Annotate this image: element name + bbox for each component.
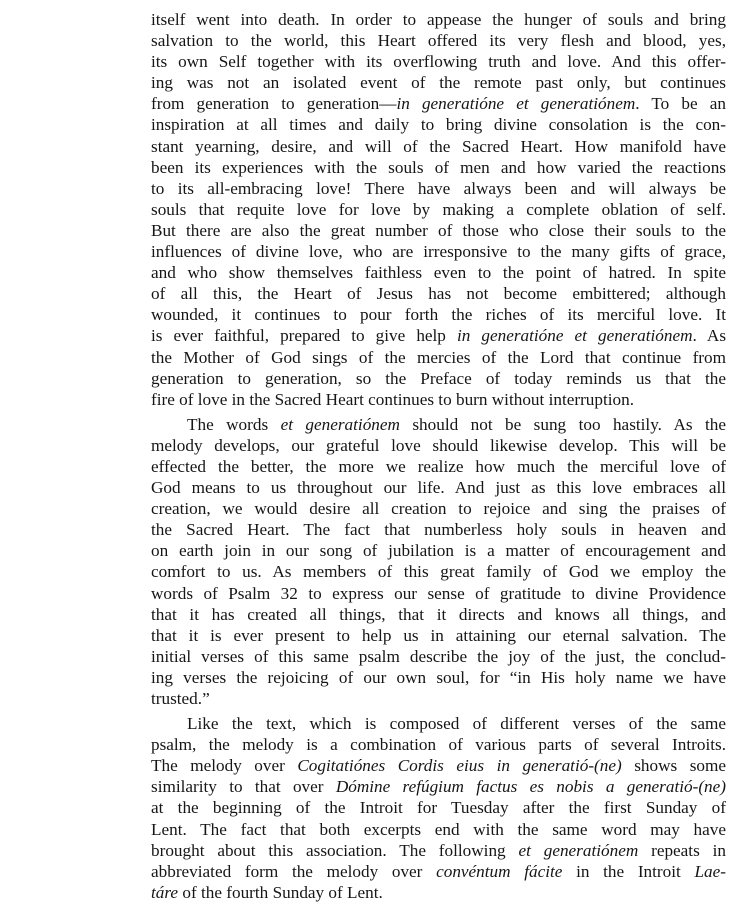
text-line: [151, 561, 726, 582]
italic-latin-phrase: in generatióne et generatiónem: [396, 94, 636, 114]
text-run: stant yearning, desire, and will of the Sacred Heart. How manifold have: [151, 136, 726, 156]
paragraph: [151, 713, 726, 903]
text-run: ing was not an isolated event of the remote past only, but continues: [151, 73, 726, 93]
italic-latin-phrase: Dómine refúgium factus es nobis a generatió-(ne): [335, 777, 726, 797]
text-run: the Mother of God sings of the mercies of the Lord that continue from: [151, 347, 726, 367]
text-run: at the beginning of the Introit for Tuesday after the first Sunday of: [151, 798, 726, 818]
text-run: its own Self together with its overflowing truth and love. And this offer-: [151, 52, 726, 72]
text-line: [151, 755, 726, 776]
text-line: [151, 882, 726, 903]
text-run: psalm, the melody is a combination of various parts of several Introits.: [151, 735, 726, 755]
text-run: from generation to generation—: [151, 94, 397, 114]
text-run: Like the text, which is composed of different verses of the same: [187, 714, 726, 734]
text-line: [151, 861, 726, 882]
text-line: [151, 776, 726, 797]
text-line: [151, 498, 726, 519]
text-run: of the fourth Sunday of Lent.: [178, 882, 383, 902]
text-run: should not be sung too hastily. As the: [399, 414, 726, 434]
text-line: [151, 72, 726, 93]
text-line: [151, 840, 726, 861]
text-line: [151, 325, 726, 346]
text-run: influences of divine love, who are irresponsive to the many gifts of grace,: [151, 242, 726, 262]
italic-latin-phrase: Cogitatiónes Cordis eius in generatió-(ne): [297, 756, 622, 776]
text-line: [151, 688, 726, 709]
text-line: [151, 199, 726, 220]
italic-latin-phrase: et generatiónem: [280, 414, 400, 434]
text-line: [151, 136, 726, 157]
text-line: [151, 456, 726, 477]
text-run: similarity to that over: [151, 777, 336, 797]
text-line: [151, 304, 726, 325]
paragraph: [151, 9, 726, 410]
text-run: itself went into death. In order to appease the hunger of souls and bring: [151, 10, 726, 29]
text-run: generation to generation, so the Preface of today reminds us that the: [151, 368, 726, 388]
text-run: the Sacred Heart. The fact that numberless holy souls in heaven and: [151, 520, 726, 540]
italic-latin-phrase: convéntum fácite: [436, 861, 563, 881]
text-run: repeats in: [638, 840, 726, 860]
italic-latin-phrase: in generatióne et generatiónem: [456, 326, 693, 346]
text-line: [151, 797, 726, 818]
italic-latin-phrase: Lae-: [694, 861, 726, 881]
text-run: on earth join in our song of jubilation is a matter of encouragement and: [151, 541, 726, 561]
text-line: [151, 389, 726, 410]
text-run: effected the better, the more we realize how much the merciful love of: [151, 456, 726, 476]
text-run: inspiration at all times and daily to bring divine consolation is the con-: [151, 115, 726, 135]
text-run: been its experiences with the souls of men and how varied the reactions: [151, 157, 726, 177]
text-run: wounded, it continues to pour forth the riches of its merciful love. It: [151, 305, 726, 325]
text-run: God means to us throughout our life. And just as this love embraces all: [151, 478, 726, 498]
text-run: trusted.”: [151, 689, 210, 708]
text-line: [151, 604, 726, 625]
text-line: [151, 713, 726, 734]
italic-latin-phrase: et generatiónem: [518, 840, 639, 860]
text-run: in the Introit: [562, 861, 695, 881]
text-line: [151, 30, 726, 51]
text-line: [151, 734, 726, 755]
text-run: melody develops, our grateful love should likewise develop. This will be: [151, 435, 726, 455]
text-run: to its all-embracing love! There have always been and will always be: [151, 178, 726, 198]
text-line: [151, 262, 726, 283]
text-run: The melody over: [151, 756, 298, 776]
text-line: [151, 93, 726, 114]
text-run: souls that requite love for love by making a complete oblation of self.: [151, 199, 726, 219]
text-run: The words: [187, 414, 281, 434]
text-run: shows some: [621, 756, 726, 776]
text-line: [151, 625, 726, 646]
text-run: salvation to the world, this Heart offered its very flesh and blood, yes,: [151, 31, 726, 51]
text-run: Lent. The fact that both excerpts end with the same word may have: [151, 819, 726, 839]
text-line: [151, 435, 726, 456]
text-run: words of Psalm 32 to express our sense of gratitude to divine Providence: [151, 583, 726, 603]
text-run: fire of love in the Sacred Heart continues to burn without interruption.: [151, 389, 635, 409]
text-line: [151, 51, 726, 72]
text-line: [151, 157, 726, 178]
text-line: [151, 519, 726, 540]
text-run: creation, we would desire all creation to rejoice and sing the praises of: [151, 499, 726, 519]
text-run: of all this, the Heart of Jesus has not become embittered; although: [151, 284, 726, 304]
paragraph: [151, 414, 726, 709]
text-run: ing verses the rejoicing of our own soul, for “in His holy name we have: [151, 667, 726, 687]
text-run: . To be an: [635, 94, 726, 114]
text-line: [151, 540, 726, 561]
text-line: [151, 819, 726, 840]
text-run: is ever faithful, prepared to give help: [151, 326, 457, 346]
document-page: [151, 9, 726, 903]
text-line: [151, 646, 726, 667]
text-line: [151, 583, 726, 604]
text-line: [151, 114, 726, 135]
text-run: and who show themselves faithless even to the point of hatred. In spite: [151, 263, 726, 283]
text-run: brought about this association. The following: [151, 840, 519, 860]
text-run: But there are also the great number of those who close their souls to the: [151, 220, 726, 240]
text-line: [151, 368, 726, 389]
text-line: [151, 347, 726, 368]
text-run: that it has created all things, that it directs and knows all things, and: [151, 604, 726, 624]
text-line: [151, 414, 726, 435]
text-line: [151, 283, 726, 304]
text-line: [151, 667, 726, 688]
text-line: [151, 178, 726, 199]
text-run: initial verses of this same psalm describe the joy of the just, the conclud-: [151, 646, 726, 666]
italic-latin-phrase: táre: [151, 882, 179, 902]
text-line: [151, 220, 726, 241]
text-run: that it is ever present to help us in attaining our eternal salvation. The: [151, 625, 726, 645]
text-run: comfort to us. As members of this great family of God we employ the: [151, 562, 726, 582]
text-run: . As: [692, 326, 727, 346]
text-line: [151, 9, 726, 30]
text-line: [151, 477, 726, 498]
text-line: [151, 241, 726, 262]
text-run: abbreviated form the melody over: [151, 861, 437, 881]
